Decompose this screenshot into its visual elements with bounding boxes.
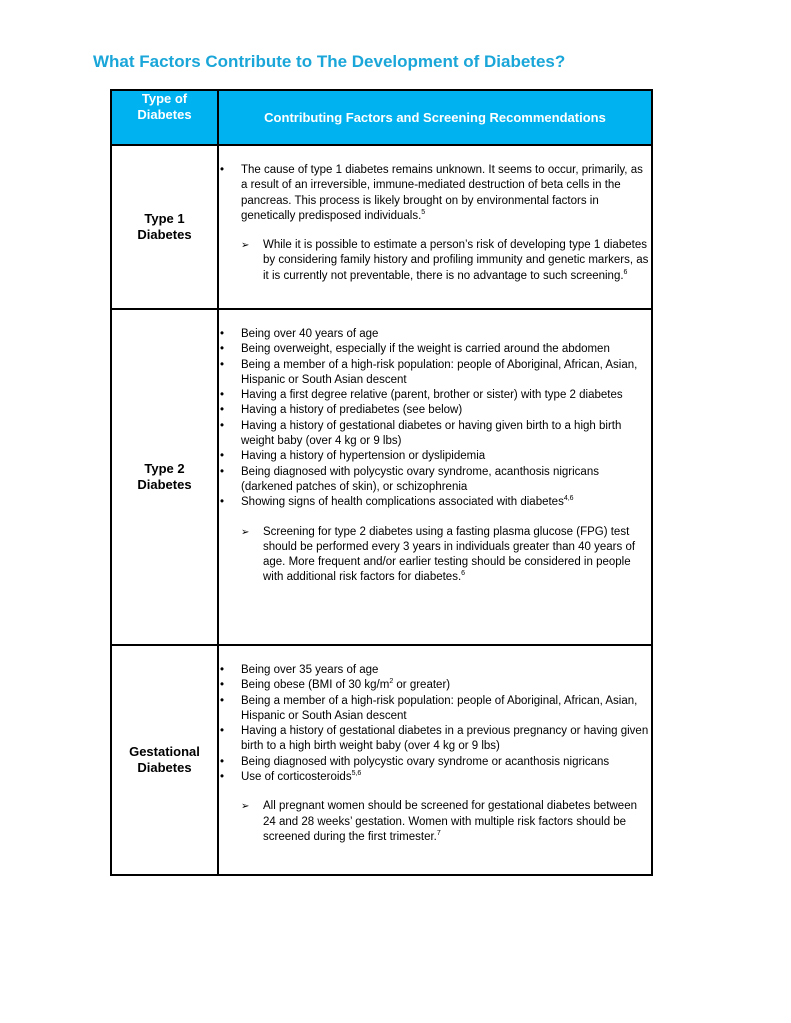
- bullet-text: Being overweight, especially if the weight is carried around the abdomen: [241, 343, 610, 356]
- superscript: 2: [389, 678, 394, 686]
- list-item: [219, 465, 651, 496]
- diabetes-factors-table: [110, 89, 653, 876]
- header-col1-line2: Diabetes: [137, 107, 192, 122]
- recommendation-text: Screening for type 2 diabetes using a fasting plasma glucose (FPG) test should be performed every 3 years in individuals greater than 40 years of age. More frequent and/or earlier testing should be considered in people with additional risk factors for diabetes.: [263, 525, 636, 584]
- bullet-text: Being a member of a high-risk population: people of Aboriginal, African, Asian, Hispanic or South Asian descent: [241, 358, 638, 386]
- bullet-text: Being diagnosed with polycystic ovary syndrome, acanthosis nigricans (darkened patches of skin), or schizophrenia: [241, 465, 599, 493]
- type-label-line2: Diabetes: [137, 760, 192, 775]
- bullet-text: Having a history of gestational diabetes or having given birth to a high birth weight baby (over 4 kg or 9 lbs): [241, 419, 622, 448]
- list-item: [219, 678, 651, 693]
- recommendation-text: While it is possible to estimate a person’s risk of developing type 1 diabetes by considering family history and profiling immunity and genetic markers, as it is currently not preventable, there is no advantage to such screening.: [263, 239, 649, 282]
- bullet-text: Being obese (BMI of 30 kg/m: [241, 679, 390, 692]
- list-item: [219, 694, 651, 725]
- list-item: [219, 327, 651, 342]
- list-item: [219, 770, 651, 785]
- list-item: [219, 163, 651, 224]
- list-item: [219, 388, 651, 403]
- type-label-line1: Type 2: [144, 461, 185, 476]
- bullet-text: Being a member of a high-risk population: people of Aboriginal, African, Asian, Hispanic or South Asian descent: [241, 694, 638, 722]
- bullet-text: Being over 40 years of age: [241, 328, 379, 340]
- type-1-label: [111, 145, 218, 309]
- table-row-type-2: [111, 309, 652, 645]
- bullet-text-after: or greater): [393, 679, 451, 692]
- table-row-gestational: [111, 645, 652, 875]
- gestational-factor-list: [219, 663, 651, 785]
- recommendation-text: All pregnant women should be screened for gestational diabetes between 24 and 28 weeks’ gestation. Women with multiple risk factors should be screened during the first trimester.: [263, 800, 637, 843]
- bullet-text: Having a history of prediabetes (see below): [241, 404, 463, 417]
- header-contributing-factors: Contributing Factors and Screening Recommendations: [218, 90, 652, 145]
- header-type-of-diabetes: [111, 90, 218, 145]
- citation: 7: [436, 829, 441, 837]
- type-1-factor-list: [219, 163, 651, 224]
- bullet-text: Having a history of hypertension or dyslipidemia: [241, 450, 486, 463]
- type-1-content: [218, 145, 652, 309]
- list-item: [219, 403, 651, 418]
- citation: 5,6: [351, 770, 362, 778]
- list-item: [219, 495, 651, 510]
- list-item: [219, 342, 651, 357]
- gestational-recommendation: [219, 799, 651, 845]
- bullet-text: Being over 35 years of age: [241, 664, 379, 676]
- type-2-recommendation: [219, 525, 651, 586]
- citation: 4,6: [563, 495, 574, 503]
- bullet-text: The cause of type 1 diabetes remains unknown. It seems to occur, primarily, as a result of an irreversible, immune-mediated destruction of beta cells in the pancreas. This process is likely brought on by environmental factors in genetically predisposed individuals.: [241, 164, 643, 222]
- citation: 6: [461, 570, 466, 578]
- list-item: [219, 663, 651, 678]
- bullet-text: Use of corticosteroids: [241, 771, 352, 784]
- bullet-text: Being diagnosed with polycystic ovary syndrome or acanthosis nigricans: [241, 755, 610, 768]
- type-label-line2: Diabetes: [137, 227, 192, 242]
- list-item: [219, 449, 651, 464]
- list-item: [219, 755, 651, 770]
- type-2-label: [111, 309, 218, 645]
- type-2-content: [218, 309, 652, 645]
- table-row-type-1: [111, 145, 652, 309]
- type-label-line2: Diabetes: [137, 477, 192, 492]
- type-2-factor-list: [219, 327, 651, 511]
- list-item: [219, 358, 651, 389]
- gestational-content: [218, 645, 652, 875]
- table-header-row: [111, 90, 652, 145]
- type-label-line1: Type 1: [144, 211, 185, 226]
- type-1-recommendation: [219, 238, 651, 284]
- citation: 6: [623, 268, 628, 276]
- header-col1-line1: Type of: [141, 91, 188, 106]
- bullet-text: Showing signs of health complications associated with diabetes: [241, 496, 564, 509]
- citation: 5: [421, 208, 426, 216]
- list-item: [219, 724, 651, 755]
- bullet-text: Having a history of gestational diabetes in a previous pregnancy or having given birth to a high birth weight baby (over 4 kg or 9 lbs): [241, 725, 649, 753]
- type-label-line1: Gestational: [129, 744, 200, 759]
- bullet-text: Having a first degree relative (parent, brother or sister) with type 2 diabetes: [241, 389, 623, 402]
- gestational-label: [111, 645, 218, 875]
- list-item: [219, 419, 651, 450]
- page-title: What Factors Contribute to The Development of Diabetes?: [93, 52, 566, 71]
